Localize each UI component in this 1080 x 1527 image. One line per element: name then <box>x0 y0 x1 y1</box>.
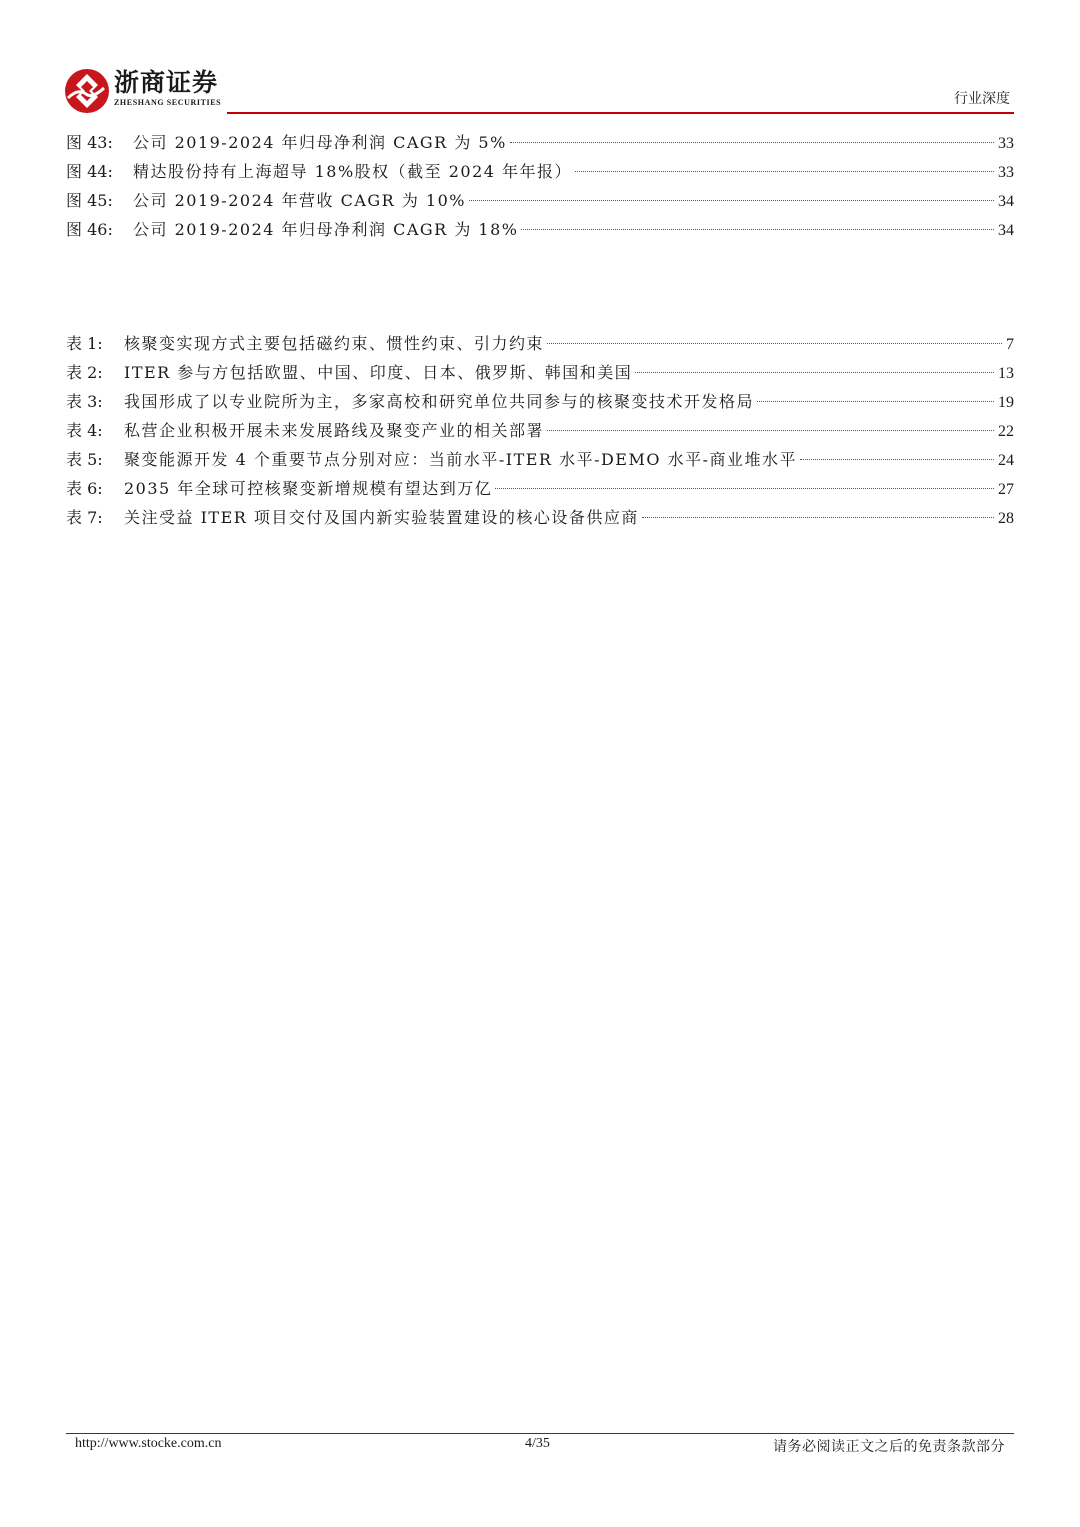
entry-number: 表 1: <box>66 334 103 353</box>
entry-page-number: 34 <box>998 222 1014 239</box>
entry-page-number: 13 <box>998 365 1014 382</box>
dot-leader <box>510 142 994 143</box>
table-toc-entry[interactable] <box>66 387 1014 416</box>
table-toc-entry[interactable] <box>66 358 1014 387</box>
dot-leader <box>800 459 994 460</box>
dot-leader <box>635 372 994 373</box>
dot-leader <box>547 430 994 431</box>
entry-title: 聚变能源开发 4 个重要节点分别对应：当前水平-ITER 水平-DEMO 水平-商业堆水平 <box>124 450 797 469</box>
page-number: 4/35 <box>525 1436 550 1451</box>
entry-title: 2035 年全球可控核聚变新增规模有望达到万亿 <box>124 479 493 498</box>
header-divider <box>227 112 1014 114</box>
entry-number: 图 44: <box>66 162 113 181</box>
entry-title: 公司 2019-2024 年归母净利润 CAGR 为 18% <box>133 220 519 239</box>
entry-number: 表 2: <box>66 363 103 382</box>
figure-list <box>66 128 1014 244</box>
page-footer <box>75 1436 1005 1456</box>
entry-page-number: 33 <box>998 135 1014 152</box>
entry-page-number: 24 <box>998 452 1014 469</box>
entry-page-number: 28 <box>998 510 1014 527</box>
entry-number: 图 45: <box>66 191 113 210</box>
table-toc-entry[interactable] <box>66 503 1014 532</box>
dot-leader <box>547 343 1002 344</box>
table-toc-entry[interactable] <box>66 445 1014 474</box>
entry-number: 图 43: <box>66 133 113 152</box>
entry-title: 我国形成了以专业院所为主，多家高校和研究单位共同参与的核聚变技术开发格局 <box>124 392 755 411</box>
table-toc-entry[interactable] <box>66 329 1014 358</box>
dot-leader <box>469 200 994 201</box>
entry-number: 表 4: <box>66 421 103 440</box>
table-toc-entry[interactable] <box>66 474 1014 503</box>
table-toc-entry[interactable] <box>66 416 1014 445</box>
dot-leader <box>575 171 994 172</box>
entry-title: ITER 参与方包括欧盟、中国、印度、日本、俄罗斯、韩国和美国 <box>124 363 633 382</box>
report-category: 行业深度 <box>954 91 1010 107</box>
entry-title: 核聚变实现方式主要包括磁约束、惯性约束、引力约束 <box>124 334 545 353</box>
page-header <box>64 68 1014 116</box>
dot-leader <box>521 229 994 230</box>
figure-toc-entry[interactable] <box>66 215 1014 244</box>
entry-number: 表 5: <box>66 450 103 469</box>
entry-title: 公司 2019-2024 年营收 CAGR 为 10% <box>133 191 466 210</box>
entry-title: 关注受益 ITER 项目交付及国内新实验装置建设的核心设备供应商 <box>124 508 639 527</box>
zheshang-logo-icon <box>64 68 110 114</box>
entry-page-number: 7 <box>1006 336 1014 353</box>
footer-divider <box>66 1433 1014 1434</box>
figure-toc-entry[interactable] <box>66 128 1014 157</box>
disclaimer-note: 请务必阅读正文之后的免责条款部分 <box>773 1439 1005 1455</box>
footer-url-link[interactable]: http://www.stocke.com.cn <box>75 1436 222 1451</box>
entry-page-number: 34 <box>998 193 1014 210</box>
entry-page-number: 33 <box>998 164 1014 181</box>
dot-leader <box>757 401 994 402</box>
table-list <box>66 329 1014 532</box>
entry-page-number: 22 <box>998 423 1014 440</box>
brand-name-cn: 浙商证券 <box>114 68 219 97</box>
dot-leader <box>642 517 994 518</box>
entry-title: 私营企业积极开展未来发展路线及聚变产业的相关部署 <box>124 421 545 440</box>
entry-number: 表 6: <box>66 479 103 498</box>
brand-logo <box>64 68 221 114</box>
entry-title: 精达股份持有上海超导 18%股权（截至 2024 年年报） <box>133 162 573 181</box>
entry-number: 表 7: <box>66 508 103 527</box>
brand-name-en: ZHESHANG SECURITIES <box>114 98 222 107</box>
entry-number: 图 46: <box>66 220 113 239</box>
entry-page-number: 27 <box>998 481 1014 498</box>
figure-toc-entry[interactable] <box>66 157 1014 186</box>
entry-number: 表 3: <box>66 392 103 411</box>
entry-page-number: 19 <box>998 394 1014 411</box>
entry-title: 公司 2019-2024 年归母净利润 CAGR 为 5% <box>133 133 507 152</box>
dot-leader <box>495 488 994 489</box>
figure-toc-entry[interactable] <box>66 186 1014 215</box>
